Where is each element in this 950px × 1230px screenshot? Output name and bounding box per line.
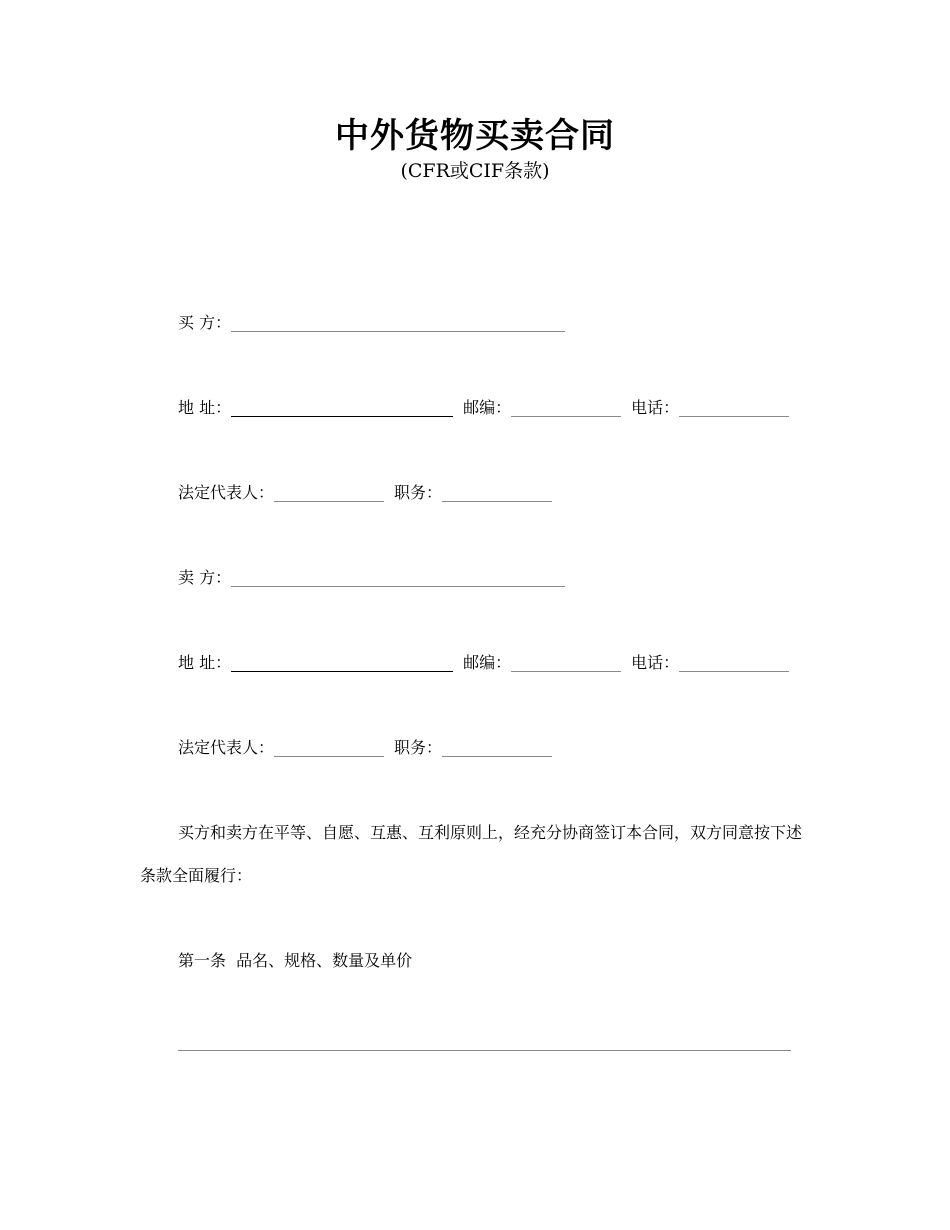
seller-phone-field[interactable] (679, 653, 789, 672)
buyer-legal-rep-field[interactable] (274, 483, 384, 502)
buyer-phone-field[interactable] (679, 398, 789, 417)
seller-position-label: 职务： (394, 738, 443, 757)
buyer-party-row (178, 310, 565, 334)
seller-address-label: 地 址： (178, 653, 232, 672)
buyer-postcode-field[interactable] (511, 398, 621, 417)
seller-legal-rep-label: 法定代表人： (178, 738, 275, 757)
seller-postcode-field[interactable] (511, 653, 621, 672)
seller-address-row (178, 650, 789, 674)
seller-phone-label: 电话： (631, 653, 680, 672)
article-1-heading: 第一条 品名、规格、数量及单价 (178, 951, 413, 970)
seller-legal-rep-field[interactable] (274, 738, 384, 757)
buyer-address-label: 地 址： (178, 398, 232, 417)
document-subtitle: (CFR或CIF条款) (400, 160, 550, 182)
buyer-address-field[interactable] (231, 398, 453, 417)
buyer-name-field[interactable] (231, 313, 565, 332)
seller-party-label: 卖 方： (178, 568, 232, 587)
seller-position-field[interactable] (442, 738, 552, 757)
buyer-postcode-label: 邮编： (463, 398, 512, 417)
seller-postcode-label: 邮编： (463, 653, 512, 672)
buyer-legal-rep-label: 法定代表人： (178, 483, 275, 502)
seller-party-row (178, 565, 565, 589)
seller-address-field[interactable] (231, 653, 453, 672)
buyer-address-row (178, 395, 789, 419)
buyer-legal-rep-row (178, 480, 552, 504)
buyer-phone-label: 电话： (631, 398, 680, 417)
buyer-party-label: 买 方： (178, 313, 232, 332)
document-title: 中外货物买卖合同 (335, 116, 615, 156)
buyer-position-label: 职务： (394, 483, 443, 502)
seller-legal-rep-row (178, 735, 552, 759)
contract-preamble: 买方和卖方在平等、自愿、互惠、互利原则上，经充分协商签订本合同，双方同意按下述条款全面履行： (140, 823, 803, 885)
seller-name-field[interactable] (231, 568, 565, 587)
buyer-position-field[interactable] (442, 483, 552, 502)
article-1-fill-line[interactable] (178, 1050, 791, 1051)
